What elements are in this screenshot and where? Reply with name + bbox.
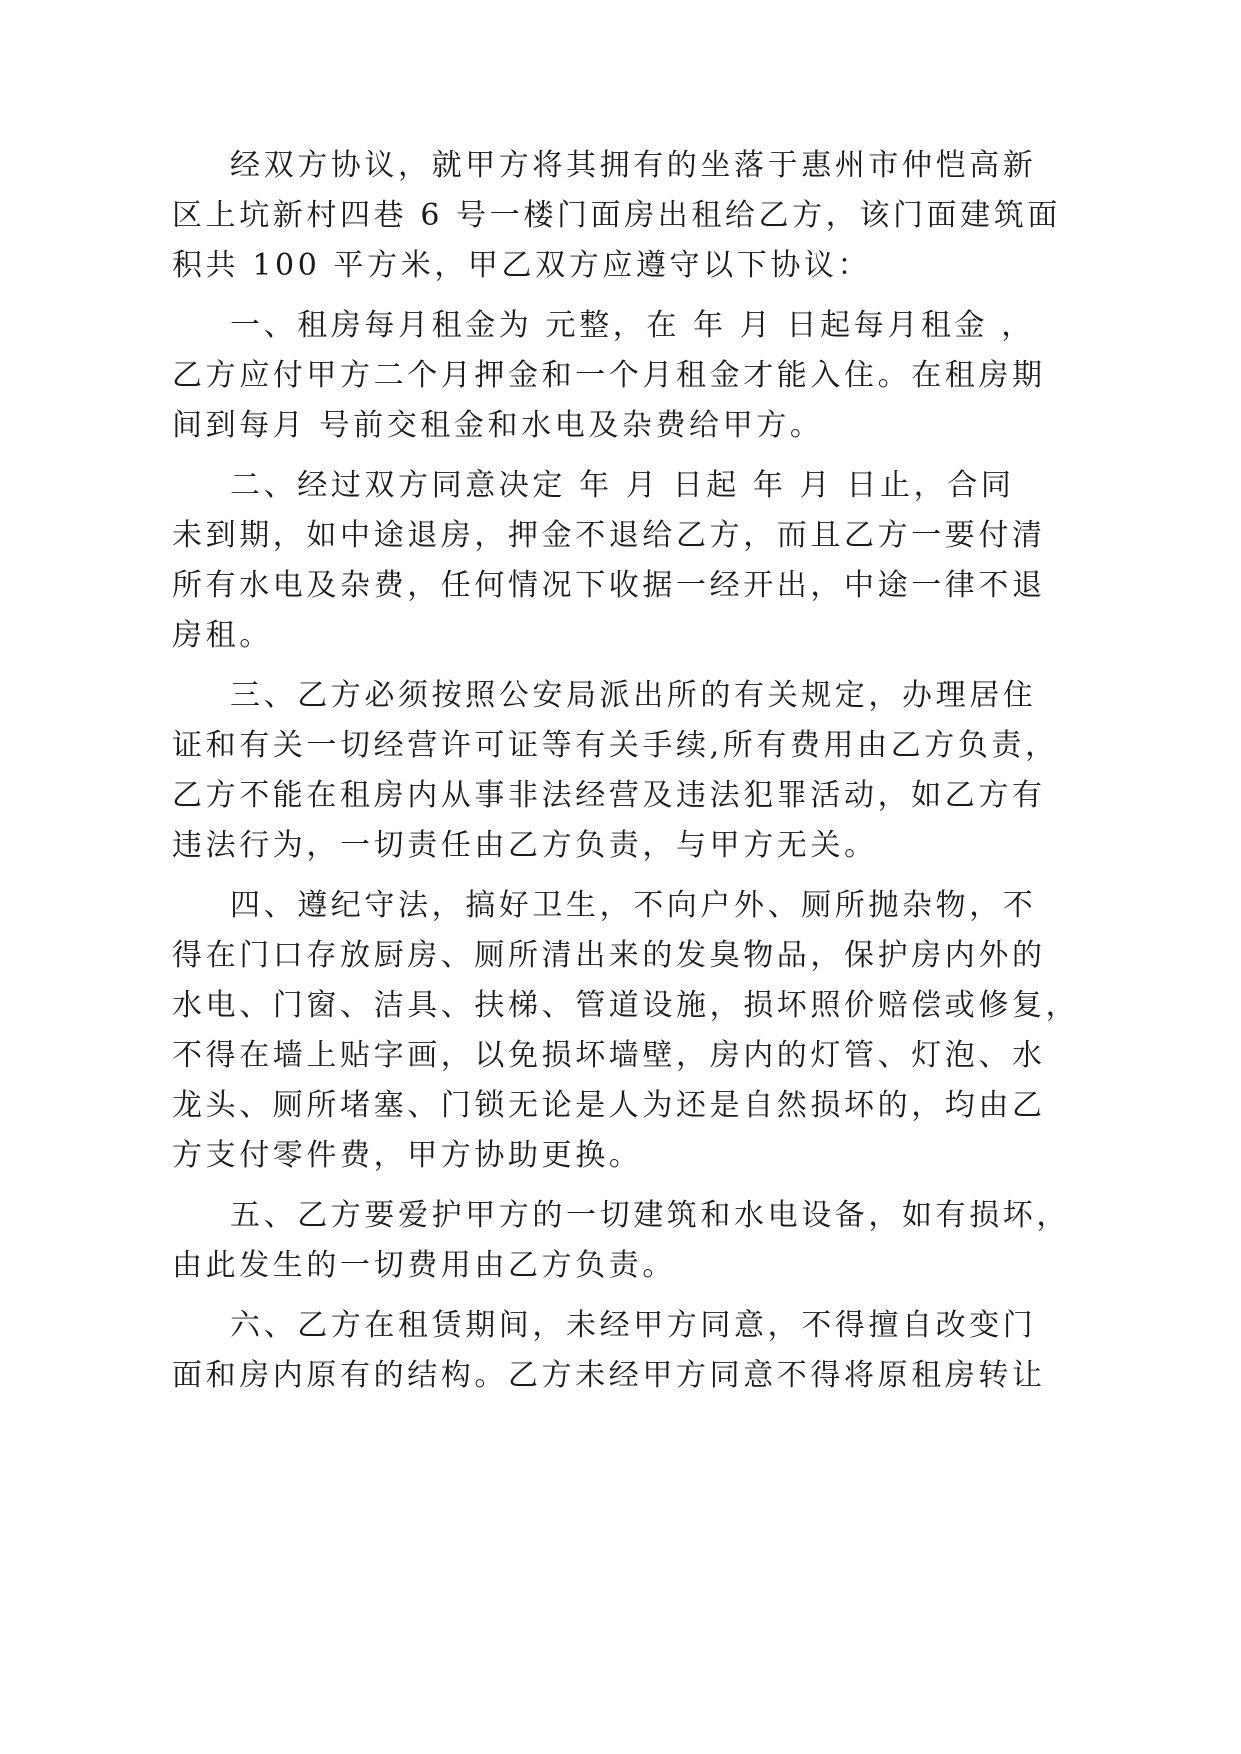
- text-line: 五、乙方要爱护甲方的一切建筑和水电设备，如有损坏，: [230, 1198, 1070, 1233]
- text-line: 乙方应付甲方二个月押金和一个月租金才能入住。在租房期: [172, 358, 1046, 393]
- text-line: 由此发生的一切费用由乙方负责。: [172, 1248, 676, 1283]
- text-line: 乙方不能在租房内从事非法经营及违法犯罪活动，如乙方有: [172, 778, 1046, 813]
- text-line: 水电、门窗、洁具、扶梯、管道设施，损坏照价赔偿或修复，: [172, 988, 1080, 1023]
- text-line: 得在门口存放厨房、厕所清出来的发臭物品，保护房内外的: [172, 938, 1046, 973]
- text-line: 证和有关一切经营许可证等有关手续,所有费用由乙方负责，: [172, 728, 1059, 763]
- text-line: 房租。: [172, 618, 273, 653]
- text-line: 二、经过双方同意决定 年 月 日起 年 月 日止，合同: [230, 468, 1015, 503]
- text-line: 方支付零件费，甲方协助更换。: [172, 1138, 643, 1173]
- text-line: 所有水电及杂费，任何情况下收据一经开出，中途一律不退: [172, 568, 1046, 603]
- text-line: 间到每月 号前交租金和水电及杂费给甲方。: [172, 408, 824, 443]
- text-line: 一、租房每月租金为 元整，在 年 月 日起每月租金 ，: [230, 308, 1035, 343]
- text-line: 经双方协议，就甲方将其拥有的坐落于惠州市仲恺高新: [230, 148, 1037, 183]
- text-line: 四、遵纪守法，搞好卫生，不向户外、厕所抛杂物，不: [230, 888, 1037, 923]
- text-line: 六、乙方在租赁期间，未经甲方同意，不得擅自改变门: [230, 1308, 1037, 1343]
- text-line: 三、乙方必须按照公安局派出所的有关规定，办理居住: [230, 678, 1037, 713]
- text-line: 面和房内原有的结构。乙方未经甲方同意不得将原租房转让: [172, 1358, 1046, 1393]
- text-line: 未到期，如中途退房，押金不退给乙方，而且乙方一要付清: [172, 518, 1046, 553]
- text-line: 违法行为，一切责任由乙方负责，与甲方无关。: [172, 828, 878, 863]
- text-line: 积共 100 平方米，甲乙双方应遵守以下协议：: [172, 248, 872, 283]
- text-line: 龙头、厕所堵塞、门锁无论是人为还是自然损坏的，均由乙: [172, 1088, 1046, 1123]
- text-line: 不得在墙上贴字画，以免损坏墙壁，房内的灯管、灯泡、水: [172, 1038, 1046, 1073]
- text-line: 区上坑新村四巷 6 号一楼门面房出租给乙方，该门面建筑面: [172, 198, 1061, 233]
